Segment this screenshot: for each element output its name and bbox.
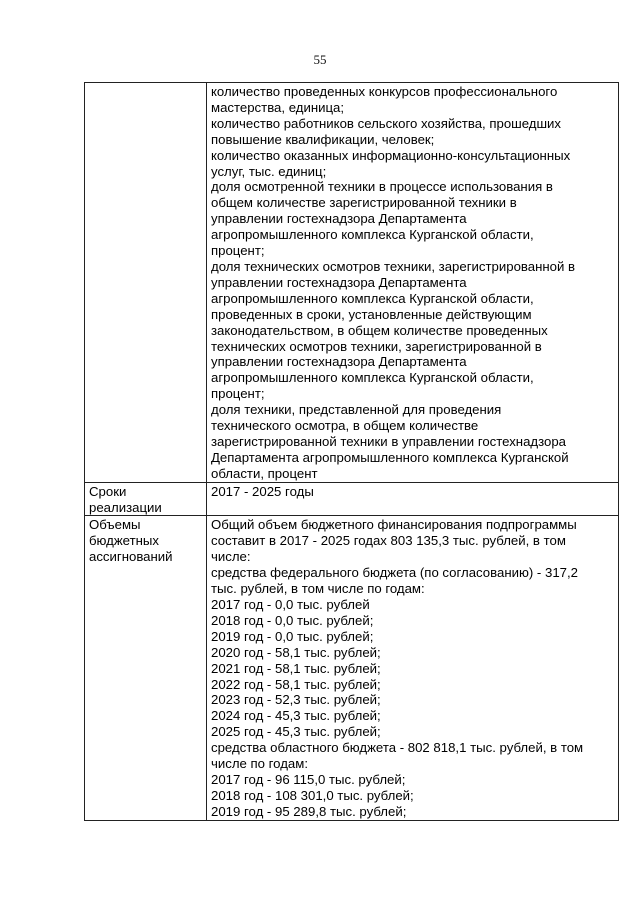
text-line: ассигнований	[89, 549, 173, 565]
text-line: процент;	[211, 243, 265, 259]
text-line: составит в 2017 - 2025 годах 803 135,3 тыс. рублей, в том	[211, 533, 566, 549]
text-line: 2021 год - 58,1 тыс. рублей;	[211, 660, 381, 676]
text-line: законодательством, в общем количестве проведенных	[211, 322, 548, 338]
metrics-value-cell	[207, 83, 619, 483]
text-line: Объемы	[89, 517, 141, 533]
text-line: доля технических осмотров техники, зарегистрированной в	[211, 258, 576, 274]
table-row-finance	[85, 516, 619, 820]
text-line: общем количестве зарегистрированной техники в	[211, 195, 517, 211]
table-row-period	[85, 482, 619, 516]
text-line: управлении гостехнадзора Департамента	[211, 274, 467, 290]
text-line: средства областного бюджета - 802 818,1 тыс. рублей, в том	[211, 740, 584, 756]
program-passport-table	[84, 82, 619, 821]
text-line: услуг, тыс. единиц;	[211, 163, 327, 179]
text-line: 2018 год - 0,0 тыс. рублей;	[211, 612, 374, 628]
text-line: управлении гостехнадзора Департамента	[211, 211, 467, 227]
text-line: реализации	[89, 499, 162, 515]
text-line: мастерства, единица;	[211, 99, 345, 115]
text-line: 2018 год - 108 301,0 тыс. рублей;	[211, 787, 414, 803]
page-number: 55	[313, 52, 327, 67]
text-line: области, процент	[211, 465, 318, 481]
text-line: количество работников сельского хозяйства, прошедших	[211, 115, 562, 131]
text-line: доля техники, представленной для проведения	[211, 402, 502, 418]
text-line: агропромышленного комплекса Курганской области,	[211, 370, 534, 386]
text-line: 2019 год - 0,0 тыс. рублей;	[211, 628, 374, 644]
text-line: 2017 - 2025 годы	[211, 483, 314, 499]
text-line: 2022 год - 58,1 тыс. рублей;	[211, 676, 381, 692]
text-line: Сроки	[89, 483, 127, 499]
text-line: технических осмотров техники, зарегистрированной в	[211, 338, 542, 354]
text-line: 2020 год - 58,1 тыс. рублей;	[211, 644, 381, 660]
text-line: проведенных в сроки, установленные действующим	[211, 306, 532, 322]
text-line: количество проведенных конкурсов профессионального	[211, 84, 558, 99]
text-line: 2017 год - 0,0 тыс. рублей	[211, 597, 370, 612]
period-value-cell	[207, 482, 619, 516]
text-line: количество оказанных информационно-консультационных	[211, 147, 571, 163]
text-line: числе:	[211, 549, 251, 565]
table-row-metrics	[85, 83, 619, 483]
text-line: бюджетных	[89, 533, 159, 549]
text-line: Департамента агропромышленного комплекса Курганской	[211, 449, 569, 465]
text-line: 2025 год - 45,3 тыс. рублей;	[211, 724, 381, 740]
text-line: 2017 год - 96 115,0 тыс. рублей;	[211, 771, 406, 787]
period-label-cell	[85, 482, 207, 516]
text-line: средства федерального бюджета (по согласованию) - 317,2	[211, 565, 578, 581]
text-line: тыс. рублей, в том числе по годам:	[211, 581, 425, 597]
text-line: управлении гостехнадзора Департамента	[211, 354, 467, 370]
text-line: Общий объем бюджетного финансирования подпрограммы	[211, 517, 577, 533]
text-line: 2019 год - 95 289,8 тыс. рублей;	[211, 803, 407, 819]
text-line: агропромышленного комплекса Курганской области,	[211, 290, 534, 306]
text-line: 2023 год - 52,3 тыс. рублей;	[211, 692, 381, 708]
text-line: технического осмотра, в общем количестве	[211, 418, 479, 434]
text-line: повышение квалификации, человек;	[211, 131, 435, 147]
text-line: процент;	[211, 386, 265, 402]
text-line: агропромышленного комплекса Курганской области,	[211, 227, 534, 243]
metrics-label-cell	[85, 83, 207, 483]
text-line: доля осмотренной техники в процессе использования в	[211, 179, 553, 195]
text-line: числе по годам:	[211, 756, 308, 772]
text-line: 2024 год - 45,3 тыс. рублей;	[211, 708, 381, 724]
finance-value-cell	[207, 516, 619, 820]
finance-label-cell	[85, 516, 207, 820]
text-line: зарегистрированной техники в управлении гостехнадзора	[211, 433, 567, 449]
